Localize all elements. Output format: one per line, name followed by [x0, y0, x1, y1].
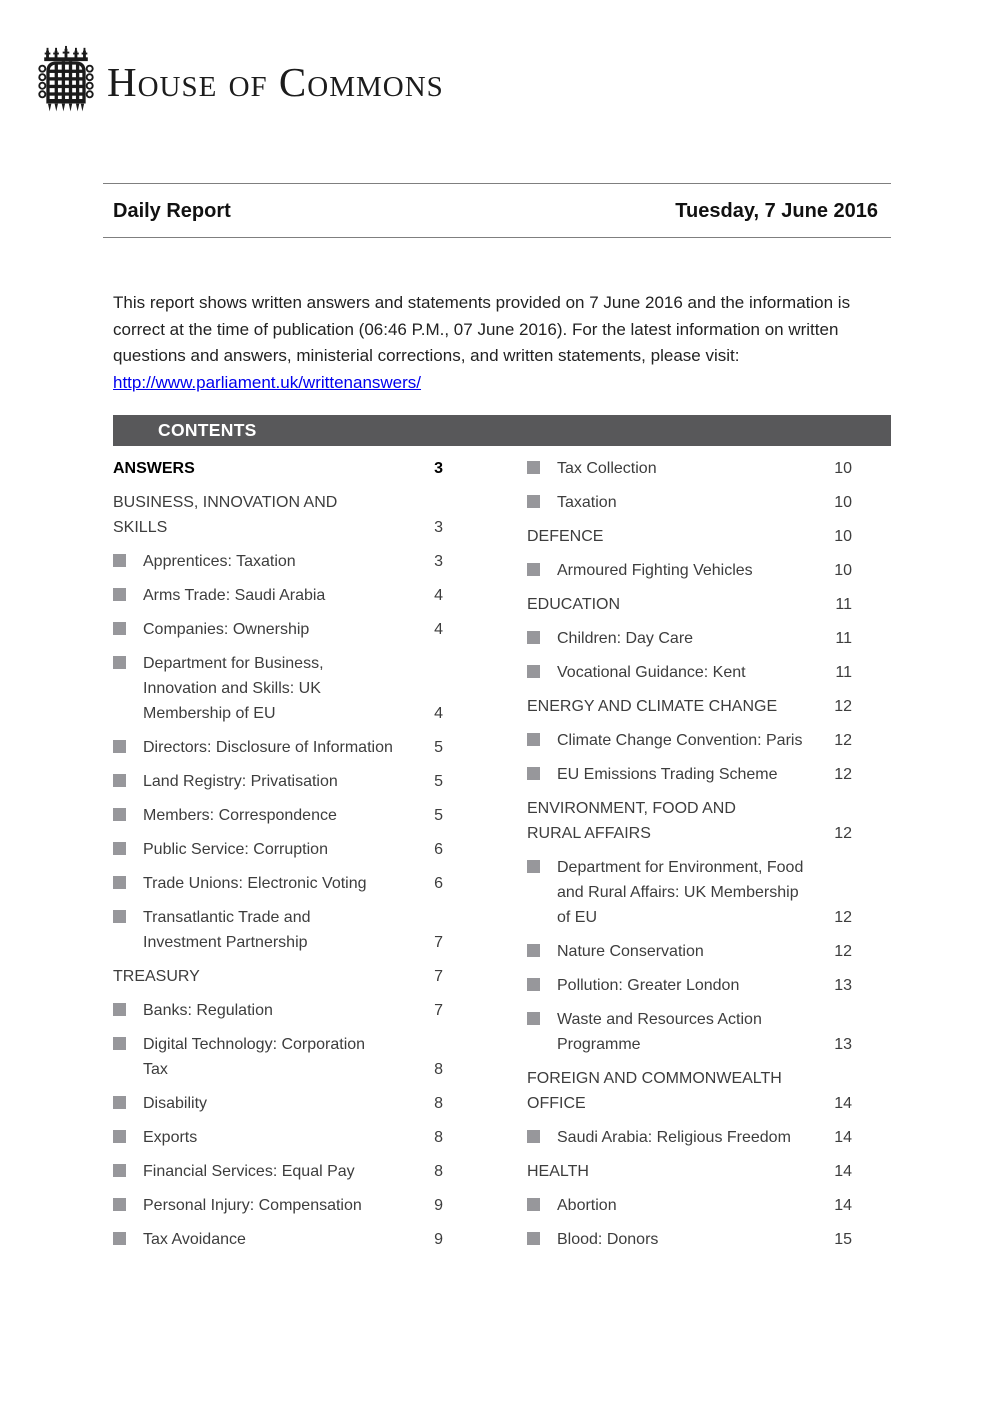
toc-page-number: 3: [434, 553, 443, 570]
toc-page-number: 11: [835, 630, 852, 647]
toc-page-number: 13: [834, 977, 852, 994]
title-block: [103, 183, 891, 238]
square-bullet-icon: [527, 563, 540, 576]
divider-bottom: [103, 237, 891, 238]
toc-page-number: 8: [434, 1129, 443, 1146]
square-bullet-icon: [527, 631, 540, 644]
toc-page-number: 9: [434, 1197, 443, 1214]
toc-page-number: 12: [834, 732, 852, 749]
toc-entry-label: Saudi Arabia: Religious Freedom: [557, 1129, 791, 1146]
toc-section[interactable]: [527, 524, 852, 549]
toc-item[interactable]: [527, 1125, 852, 1150]
toc-page-number: 7: [434, 968, 443, 985]
masthead: [35, 45, 891, 117]
toc-item[interactable]: [113, 1032, 443, 1082]
contents-header-bar: [113, 415, 891, 446]
toc-entry-label: Public Service: Corruption: [143, 841, 328, 858]
square-bullet-icon: [113, 656, 126, 669]
square-bullet-icon: [527, 665, 540, 678]
toc-entry-label: Disability: [143, 1095, 208, 1112]
toc-item[interactable]: [527, 490, 852, 515]
toc-entry-label: EU Emissions Trading Scheme: [557, 766, 778, 783]
square-bullet-icon: [113, 910, 126, 923]
toc-page-number: 12: [834, 909, 852, 926]
toc-entry-label: Abortion: [557, 1197, 617, 1214]
square-bullet-icon: [527, 1198, 540, 1211]
toc-item[interactable]: [527, 456, 852, 481]
toc-item[interactable]: [527, 1007, 852, 1057]
toc-page-number: 5: [434, 773, 443, 790]
toc-section[interactable]: [113, 490, 443, 540]
toc-item[interactable]: [113, 837, 443, 862]
toc-entry-label: HEALTH: [527, 1163, 589, 1180]
toc-item[interactable]: [527, 558, 852, 583]
toc-entry-label: Department for Environment, Food and Rural Affairs: UK Membership of EU: [557, 859, 804, 926]
toc-entry-label: Digital Technology: Corporation Tax: [143, 1036, 366, 1078]
toc-item[interactable]: [113, 871, 443, 896]
toc-entry-label: Directors: Disclosure of Information: [143, 739, 393, 756]
toc-right-column: [527, 456, 852, 1261]
toc-entry-label: EDUCATION: [527, 596, 621, 613]
square-bullet-icon: [527, 495, 540, 508]
square-bullet-icon: [113, 1164, 126, 1177]
toc-page-number: 6: [434, 875, 443, 892]
toc-item[interactable]: [527, 1193, 852, 1218]
toc-entry-label: Arms Trade: Saudi Arabia: [143, 587, 326, 604]
toc-entry-label: Armoured Fighting Vehicles: [557, 562, 753, 579]
toc-item[interactable]: [113, 1125, 443, 1150]
toc-page-number: 14: [834, 1197, 852, 1214]
toc-item[interactable]: [113, 1091, 443, 1116]
square-bullet-icon: [527, 1232, 540, 1245]
square-bullet-icon: [113, 774, 126, 787]
toc-item[interactable]: [527, 728, 852, 753]
toc-entry-label: BUSINESS, INNOVATION AND SKILLS: [113, 494, 338, 536]
toc-page-number: 4: [434, 705, 443, 722]
toc-section[interactable]: [527, 1066, 852, 1116]
square-bullet-icon: [527, 944, 540, 957]
toc-entry-label: Vocational Guidance: Kent: [557, 664, 746, 681]
toc-page-number: 10: [834, 494, 852, 511]
document-page: [103, 0, 891, 1261]
toc-entry-label: Tax Avoidance: [143, 1231, 246, 1248]
toc-item[interactable]: [113, 583, 443, 608]
toc-page-number: 12: [834, 825, 852, 842]
square-bullet-icon: [113, 740, 126, 753]
square-bullet-icon: [527, 461, 540, 474]
square-bullet-icon: [113, 842, 126, 855]
toc-page-number: 7: [434, 1002, 443, 1019]
toc-entry-label: Apprentices: Taxation: [143, 553, 296, 570]
square-bullet-icon: [113, 1198, 126, 1211]
org-name: House of Commons: [107, 58, 444, 105]
toc-page-number: 9: [434, 1231, 443, 1248]
toc-entry-label: Members: Correspondence: [143, 807, 337, 824]
toc-entry-label: ENVIRONMENT, FOOD AND RURAL AFFAIRS: [527, 800, 736, 842]
intro-text: This report shows written answers and statements provided on 7 June 2016 and the information is correct at the time of publication (06:46 P.M., 07 June 2016). For the latest information on written questions and answers, ministerial corrections, and written statements, please visit:: [113, 293, 851, 365]
toc-entry-label: Companies: Ownership: [143, 621, 310, 638]
square-bullet-icon: [113, 554, 126, 567]
toc-item[interactable]: [113, 905, 443, 955]
toc-page-number: 12: [834, 698, 852, 715]
toc-page-number: 8: [434, 1061, 443, 1078]
toc-item[interactable]: [527, 1227, 852, 1252]
square-bullet-icon: [113, 1037, 126, 1050]
intro-paragraph: [113, 290, 883, 396]
toc-entry-label: Children: Day Care: [557, 630, 694, 647]
square-bullet-icon: [527, 767, 540, 780]
toc-entry-label: Exports: [143, 1129, 198, 1146]
toc-entry-label: DEFENCE: [527, 528, 604, 545]
toc-page-number: 11: [835, 664, 852, 681]
square-bullet-icon: [113, 808, 126, 821]
toc-page-number: 14: [834, 1129, 852, 1146]
toc-left-column: [113, 456, 443, 1261]
toc-section[interactable]: [527, 694, 852, 719]
toc-page-number: 3: [434, 460, 443, 477]
toc-section[interactable]: [113, 964, 443, 989]
portcullis-crest-icon: [35, 45, 97, 117]
toc-item[interactable]: [527, 660, 852, 685]
toc-section[interactable]: [113, 456, 443, 481]
square-bullet-icon: [113, 876, 126, 889]
toc-entry-label: Nature Conservation: [557, 943, 704, 960]
square-bullet-icon: [527, 1130, 540, 1143]
toc-page-number: 10: [834, 528, 852, 545]
contents-heading: CONTENTS: [158, 420, 257, 440]
page-title: Daily Report: [113, 200, 231, 222]
square-bullet-icon: [527, 1012, 540, 1025]
toc-entry-label: Blood: Donors: [557, 1231, 659, 1248]
toc-item[interactable]: [113, 1159, 443, 1184]
toc-item[interactable]: [113, 769, 443, 794]
toc-page-number: 12: [834, 943, 852, 960]
toc-entry-label: Financial Services: Equal Pay: [143, 1163, 355, 1180]
toc-entry-label: ANSWERS: [113, 460, 195, 477]
toc-item[interactable]: [113, 1227, 443, 1252]
toc-page-number: 4: [434, 587, 443, 604]
report-date: Tuesday, 7 June 2016: [675, 200, 878, 222]
toc-page-number: 4: [434, 621, 443, 638]
toc-item[interactable]: [113, 617, 443, 642]
toc-entry-label: Transatlantic Trade and Investment Partnership: [143, 909, 311, 951]
square-bullet-icon: [113, 588, 126, 601]
toc-page-number: 6: [434, 841, 443, 858]
toc-page-number: 5: [434, 739, 443, 756]
toc-item[interactable]: [113, 651, 443, 726]
toc-item[interactable]: [527, 762, 852, 787]
toc-page-number: 13: [834, 1036, 852, 1053]
toc-page-number: 5: [434, 807, 443, 824]
toc-page-number: 14: [834, 1095, 852, 1112]
toc-section[interactable]: [527, 1159, 852, 1184]
toc-page-number: 15: [834, 1231, 852, 1248]
toc-section[interactable]: [527, 796, 852, 846]
toc-item[interactable]: [113, 549, 443, 574]
toc-entry-label: Banks: Regulation: [143, 1002, 273, 1019]
toc-item[interactable]: [113, 803, 443, 828]
square-bullet-icon: [113, 1096, 126, 1109]
toc-entry-label: Land Registry: Privatisation: [143, 773, 338, 790]
toc-item[interactable]: [527, 973, 852, 998]
toc-entry-label: Department for Business, Innovation and Skills: UK Membership of EU: [143, 655, 324, 722]
toc-entry-label: Tax Collection: [557, 460, 657, 477]
toc-entry-label: FOREIGN AND COMMONWEALTH OFFICE: [527, 1070, 782, 1112]
toc-item[interactable]: [113, 735, 443, 760]
square-bullet-icon: [113, 622, 126, 635]
toc-item[interactable]: [527, 939, 852, 964]
toc-page-number: 8: [434, 1163, 443, 1180]
square-bullet-icon: [113, 1130, 126, 1143]
toc-item[interactable]: [113, 998, 443, 1023]
toc-section[interactable]: [527, 592, 852, 617]
square-bullet-icon: [113, 1232, 126, 1245]
toc-entry-label: Pollution: Greater London: [557, 977, 740, 994]
square-bullet-icon: [113, 1003, 126, 1016]
square-bullet-icon: [527, 733, 540, 746]
toc-page-number: 12: [834, 766, 852, 783]
toc-item[interactable]: [527, 855, 852, 930]
toc-entry-label: Climate Change Convention: Paris: [557, 732, 803, 749]
toc-entry-label: Taxation: [557, 494, 617, 511]
toc-item[interactable]: [113, 1193, 443, 1218]
toc-page-number: 10: [834, 460, 852, 477]
table-of-contents: [113, 456, 891, 1261]
toc-page-number: 11: [835, 596, 852, 613]
toc-page-number: 8: [434, 1095, 443, 1112]
toc-entry-label: TREASURY: [113, 968, 200, 985]
square-bullet-icon: [527, 860, 540, 873]
written-answers-link[interactable]: http://www.parliament.uk/writtenanswers/: [113, 372, 422, 392]
toc-entry-label: Personal Injury: Compensation: [143, 1197, 362, 1214]
square-bullet-icon: [527, 978, 540, 991]
toc-entry-label: Waste and Resources Action Programme: [557, 1011, 762, 1053]
toc-page-number: 10: [834, 562, 852, 579]
toc-page-number: 14: [834, 1163, 852, 1180]
toc-page-number: 3: [434, 519, 443, 536]
toc-item[interactable]: [527, 626, 852, 651]
toc-entry-label: Trade Unions: Electronic Voting: [143, 875, 367, 892]
toc-page-number: 7: [434, 934, 443, 951]
toc-entry-label: ENERGY AND CLIMATE CHANGE: [527, 698, 778, 715]
